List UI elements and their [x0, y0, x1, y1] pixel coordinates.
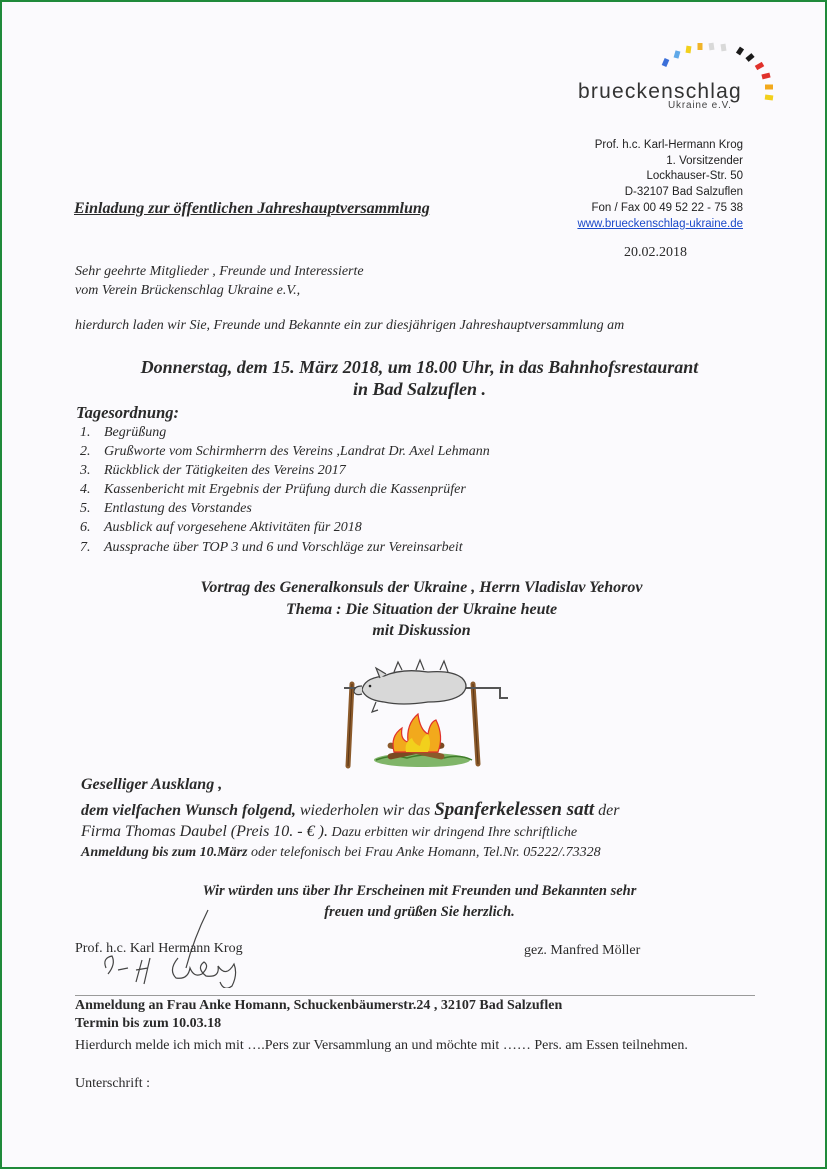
- agenda-item-number: 4.: [80, 482, 91, 498]
- agenda-item-text: Aussprache über TOP 3 und 6 und Vorschläge zur Vereinsarbeit: [104, 539, 463, 555]
- agenda-item: [80, 518, 490, 537]
- agenda-item-number: 7.: [80, 539, 91, 555]
- logo-name: brueckenschlag: [578, 80, 742, 103]
- agenda-item-text: Rückblick der Tätigkeiten des Vereins 2017: [104, 463, 346, 479]
- festive-highlight: Spanferkelessen satt: [434, 799, 595, 820]
- agenda-item-text: Entlastung des Vorstandes: [104, 501, 252, 517]
- salutation-line: Sehr geehrte Mitglieder , Freunde und Interessierte: [75, 264, 364, 279]
- signature-right: gez. Manfred Möller: [524, 943, 641, 958]
- sender-name: Prof. h.c. Karl-Hermann Krog: [594, 139, 743, 151]
- event-datetime: [2, 356, 825, 400]
- registration-form-text: Hierdurch melde ich mich mit ….Pers zur Versammlung an und möchte mit …… Pers. am Essen teilnehmen.: [75, 1038, 688, 1053]
- festive-text: wiederholen wir das: [295, 802, 435, 819]
- salutation-line: vom Verein Brückenschlag Ukraine e.V.,: [75, 283, 301, 298]
- agenda-item: [80, 442, 490, 461]
- section-divider: [75, 995, 755, 996]
- logo-subtitle: Ukraine e.V.: [668, 100, 732, 111]
- document-title: Einladung zur öffentlichen Jahreshauptversammlung: [74, 200, 430, 217]
- festive-deadline: Anmeldung bis zum 10.März: [81, 845, 248, 860]
- event-location-line: in Bad Salzuflen .: [352, 379, 487, 399]
- signature-field-label: Unterschrift :: [75, 1076, 151, 1091]
- agenda-item-text: Grußworte vom Schirmherrn des Vereins ,Landrat Dr. Axel Lehmann: [104, 444, 490, 460]
- festive-line: [81, 799, 619, 821]
- festive-heading: Geselliger Ausklang ,: [81, 776, 223, 793]
- closing-line: freuen und grüßen Sie herzlich.: [324, 904, 515, 920]
- lecture-announcement: [2, 577, 825, 642]
- event-datetime-line: Donnerstag, dem 15. März 2018, um 18.00 Uhr, in das Bahnhofsrestaurant: [140, 357, 699, 377]
- sender-role: 1. Vorsitzender: [666, 154, 743, 167]
- lecture-speaker: Vortrag des Generalkonsuls der Ukraine , Herrn Vladislav Yehorov: [200, 579, 643, 596]
- festive-price: Firma Thomas Daubel (Preis 10. - € ).: [81, 823, 328, 840]
- agenda-item-number: 3.: [80, 463, 91, 479]
- registration-address: Anmeldung an Frau Anke Homann, Schuckenbäumerstr.24 , 32107 Bad Salzuflen: [75, 998, 563, 1013]
- agenda-item-number: 1.: [80, 425, 91, 440]
- sender-phone: Fon / Fax 00 49 52 22 - 75 38: [591, 201, 743, 214]
- agenda-item-text: Kassenbericht mit Ergebnis der Prüfung durch die Kassenprüfer: [104, 482, 466, 498]
- festive-line: [81, 845, 601, 861]
- roast-pig-illustration: [332, 656, 514, 774]
- sender-city: D-32107 Bad Salzuflen: [624, 186, 743, 199]
- festive-contact: oder telefonisch bei Frau Anke Homann, Tel.Nr. 05222/.73328: [247, 845, 601, 860]
- agenda-item: [80, 499, 490, 518]
- agenda-item: [80, 480, 490, 499]
- website-link[interactable]: www.brueckenschlag-ukraine.de: [577, 217, 743, 230]
- agenda-item-number: 5.: [80, 501, 91, 517]
- festive-line: [81, 823, 577, 841]
- sender-address: [577, 138, 743, 232]
- lecture-discussion: mit Diskussion: [372, 622, 471, 639]
- invite-text: hierdurch laden wir Sie, Freunde und Bekannte ein zur diesjährigen Jahreshauptversammlung am: [75, 318, 625, 333]
- festive-text: Dazu erbitten wir dringend Ihre schriftliche: [327, 825, 578, 840]
- registration-deadline: Termin bis zum 10.03.18: [75, 1016, 222, 1031]
- salutation: [75, 262, 364, 300]
- agenda-item: [80, 423, 490, 442]
- agenda-item-text: Begrüßung: [104, 425, 167, 440]
- closing-line: Wir würden uns über Ihr Erscheinen mit Freunden und Bekannten sehr: [202, 883, 637, 899]
- agenda-item-text: Ausblick auf vorgesehene Aktivitäten für 2018: [104, 520, 362, 536]
- sender-street: Lockhauser-Str. 50: [646, 170, 743, 183]
- signature-left: Prof. h.c. Karl Hermann Krog: [75, 941, 243, 956]
- agenda-item: [80, 461, 490, 480]
- letter-date: 20.02.2018: [624, 245, 687, 260]
- festive-emphasis: dem vielfachen Wunsch folgend,: [81, 802, 296, 819]
- festive-text: der: [594, 802, 620, 819]
- agenda-item-number: 2.: [80, 444, 91, 460]
- agenda-item: [80, 538, 490, 557]
- agenda-list: [80, 423, 490, 557]
- lecture-topic: Thema : Die Situation der Ukraine heute: [285, 600, 558, 618]
- agenda-item-number: 6.: [80, 520, 91, 536]
- agenda-heading: Tagesordnung:: [76, 403, 180, 422]
